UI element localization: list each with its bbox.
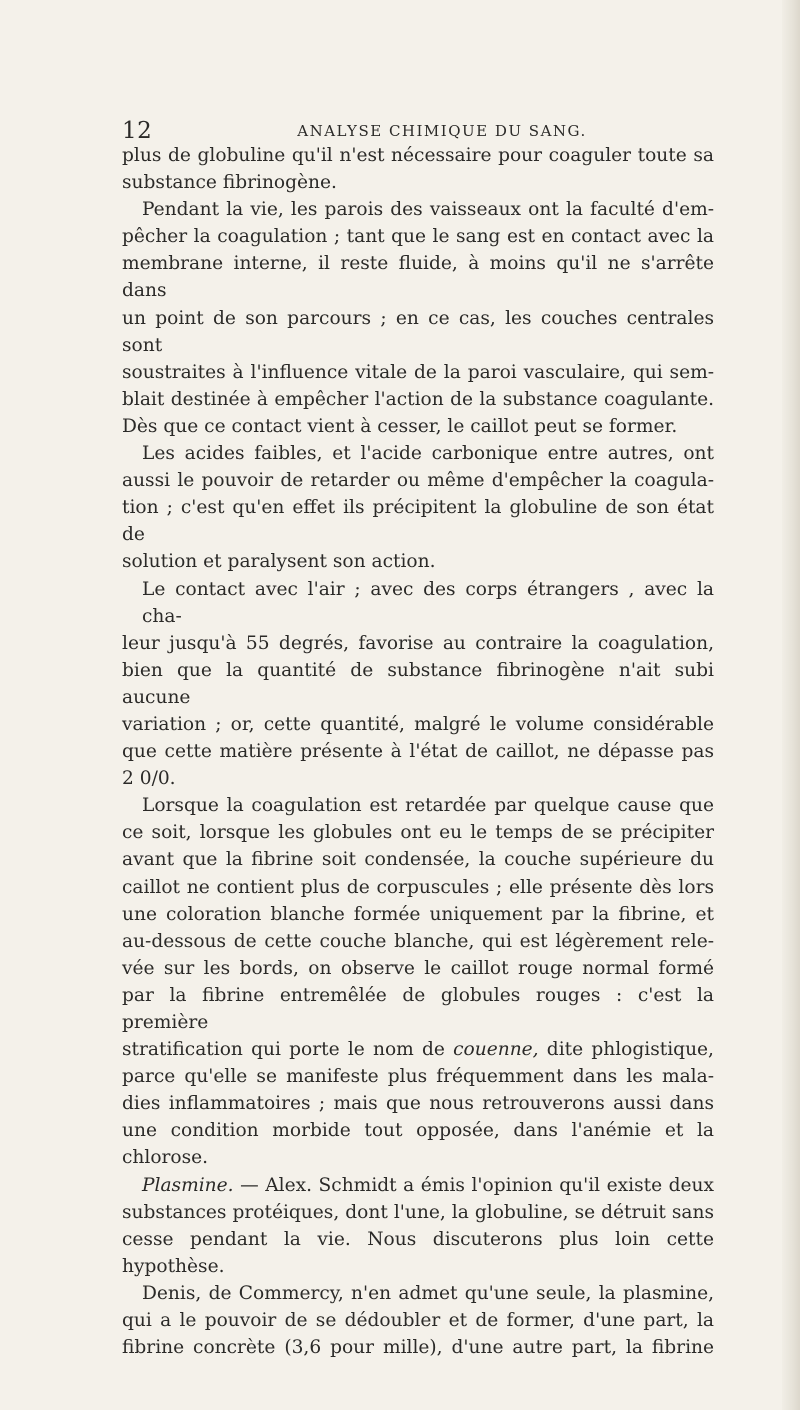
body-text [122,142,714,1361]
text-line: qui a le pouvoir de se dédoubler et de former, d'une part, la [122,1310,714,1332]
text-line: une coloration blanche formée uniquement par la fibrine, et [122,903,714,925]
text-line: une condition morbide tout opposée, dans l'anémie et la [122,1120,714,1142]
text-line: variation ; or, cette quantité, malgré le volume considérable [122,713,714,735]
page-number: 12 [122,118,153,144]
term-couenne: couenne, [453,1039,539,1061]
text-line: caillot ne contient plus de corpuscules ; elle présente dès lors [122,876,714,898]
text-line: Le contact avec l'air ; avec des corps étrangers , avec la cha- [142,578,714,627]
text-line: fibrine concrète (3,6 pour mille), d'une autre part, la fibrine [122,1337,714,1359]
text-line: pêcher la coagulation ; tant que le sang est en contact avec la [122,226,714,248]
text-fragment: dite phlogistique, [538,1039,714,1061]
text-line: blait destinée à empêcher l'action de la substance coagulante. [122,388,714,410]
text-line: au-dessous de cette couche blanche, qui est légèrement rele- [122,930,714,952]
section-term-plasmine: Plasmine. [142,1174,234,1196]
text-line: plus de globuline qu'il n'est nécessaire pour coaguler toute sa [122,145,714,166]
text-line: tion ; c'est qu'en effet ils précipitent la globuline de son état de [122,497,714,546]
text-line: parce qu'elle se manifeste plus fréquemment dans les mala- [122,1066,714,1088]
text-line: soustraites à l'influence vitale de la paroi vasculaire, qui sem- [122,361,714,383]
text-line: ce soit, lorsque les globules ont eu le temps de se précipiter [122,822,714,844]
text-line: aussi le pouvoir de retarder ou même d'empêcher la coagula- [122,470,714,492]
text-line: leur jusqu'à 55 degrés, favorise au contraire la coagulation, [122,632,714,654]
text-line: solution et paralysent son action. [122,551,436,573]
text-line: Les acides faibles, et l'acide carbonique entre autres, ont [142,443,714,465]
text-line: 2 0/0. [122,768,176,790]
text-line: cesse pendant la vie. Nous discuterons plus loin cette hypothèse. [122,1228,714,1277]
text-line: dies inflammatoires ; mais que nous retrouverons aussi dans [122,1093,714,1115]
text-line: vée sur les bords, on observe le caillot rouge normal formé [122,957,714,979]
text-fragment: stratification qui porte le nom de [122,1039,445,1061]
text-line: substance fibrinogène. [122,172,337,194]
text-line: par la fibrine entremêlée de globules rouges : c'est la première [122,984,714,1033]
text-line: un point de son parcours ; en ce cas, les couches centrales sont [122,307,714,356]
text-line: substances protéiques, dont l'une, la globuline, se détruit sans [122,1201,714,1223]
text-line: que cette matière présente à l'état de caillot, ne dépasse pas [122,741,714,763]
running-title: ANALYSE CHIMIQUE DU SANG. [297,122,587,140]
page-edge-shadow [782,0,800,1410]
text-line [122,1036,714,1063]
text-line: Lorsque la coagulation est retardée par quelque cause que [142,795,714,817]
text-line: membrane interne, il reste fluide, à moins qu'il ne s'arrête dans [122,253,714,302]
text-line: chlorose. [122,1147,209,1169]
text-fragment: — Alex. Schmidt a émis l'opinion qu'il existe deux [233,1174,714,1196]
text-line: Pendant la vie, les parois des vaisseaux ont la faculté d'em- [142,199,714,221]
text-line [122,1172,714,1199]
text-line: avant que la fibrine soit condensée, la couche supérieure du [122,849,714,871]
text-line: bien que la quantité de substance fibrinogène n'ait subi aucune [122,659,714,708]
text-line: Dès que ce contact vient à cesser, le caillot peut se former. [122,415,678,437]
text-line: Denis, de Commercy, n'en admet qu'une seule, la plasmine, [142,1282,714,1304]
